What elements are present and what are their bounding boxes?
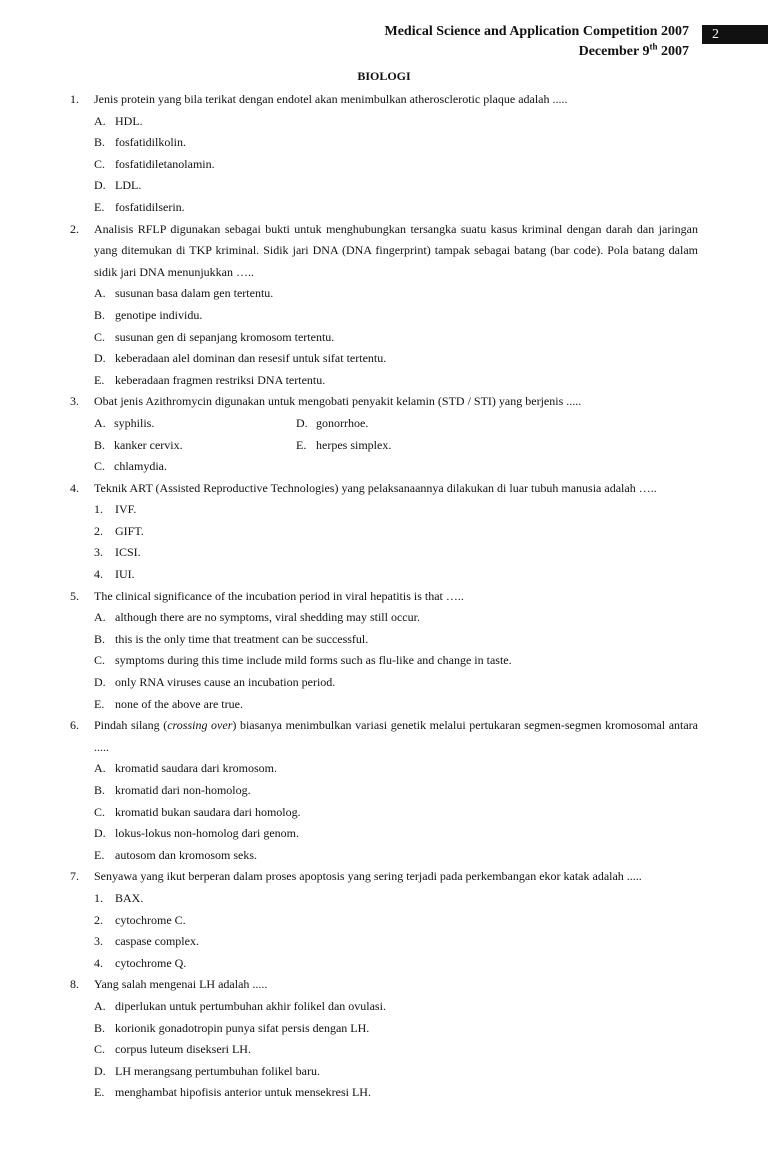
question-stem bbox=[70, 478, 698, 500]
question-number: 5. bbox=[70, 588, 79, 603]
question-text: Obat jenis Azithromycin digunakan untuk mengobati penyakit kelamin (STD / STI) yang berjenis ..... bbox=[94, 394, 582, 409]
option-text: fosfatidiletanolamin. bbox=[115, 156, 215, 171]
option-text: corpus luteum disekseri LH. bbox=[115, 1042, 251, 1057]
question-item bbox=[70, 866, 698, 974]
option-item bbox=[94, 197, 698, 219]
option-label: 2. bbox=[94, 912, 103, 927]
page-number-badge: 2 bbox=[702, 25, 768, 44]
option-label: C. bbox=[94, 329, 106, 344]
question-number: 6. bbox=[70, 718, 79, 733]
question-item bbox=[70, 391, 698, 477]
option-text: lokus-lokus non-homolog dari genom. bbox=[115, 826, 299, 841]
option-list bbox=[94, 888, 698, 974]
option-text: this is the only time that treatment can be successful. bbox=[115, 631, 369, 646]
option-item bbox=[94, 629, 698, 651]
question-stem bbox=[70, 219, 698, 284]
option-text: LDL. bbox=[115, 178, 142, 193]
question-item bbox=[70, 89, 698, 219]
option-item bbox=[94, 607, 698, 629]
option-label: 4. bbox=[94, 955, 103, 970]
option-item bbox=[94, 802, 698, 824]
question-stem bbox=[70, 715, 698, 758]
option-item bbox=[94, 435, 296, 457]
option-label: B. bbox=[94, 631, 106, 646]
option-label: D. bbox=[94, 826, 106, 841]
option-label: D. bbox=[94, 351, 106, 366]
option-list bbox=[94, 499, 698, 585]
option-list bbox=[94, 111, 698, 219]
option-label: E. bbox=[94, 199, 105, 214]
question-number: 2. bbox=[70, 221, 79, 236]
question-text: The clinical significance of the incubation period in viral hepatitis is that ….. bbox=[94, 588, 464, 603]
option-text: ICSI. bbox=[115, 545, 141, 560]
question-stem bbox=[70, 974, 698, 996]
option-item bbox=[94, 542, 698, 564]
option-text: korionik gonadotropin punya sifat persis dengan LH. bbox=[115, 1020, 370, 1035]
option-text: kanker cervix. bbox=[114, 437, 183, 452]
option-list bbox=[94, 607, 698, 715]
question-item bbox=[70, 219, 698, 392]
option-text: HDL. bbox=[115, 113, 143, 128]
option-item bbox=[296, 435, 698, 457]
option-label: D. bbox=[94, 178, 106, 193]
question-text: Jenis protein yang bila terikat dengan endotel akan menimbulkan atherosclerotic plaque adalah ..... bbox=[94, 92, 568, 106]
option-item bbox=[94, 327, 698, 349]
option-item bbox=[94, 672, 698, 694]
option-text: only RNA viruses cause an incubation period. bbox=[115, 675, 336, 690]
option-label: A. bbox=[94, 998, 106, 1013]
option-text: IVF. bbox=[115, 502, 137, 517]
option-item bbox=[94, 154, 698, 176]
option-list bbox=[94, 283, 698, 391]
question-item bbox=[70, 586, 698, 716]
option-text: fosfatidilkolin. bbox=[115, 135, 186, 150]
question-text-end: ) biasanya menimbulkan variasi genetik melalui pertukaran segmen-segmen kromosomal antara ..... bbox=[94, 718, 699, 754]
option-list bbox=[94, 996, 698, 1104]
option-label: E. bbox=[94, 372, 105, 387]
option-label: E. bbox=[296, 437, 307, 452]
option-item bbox=[94, 1061, 698, 1083]
option-item bbox=[94, 564, 698, 586]
option-text: herpes simplex. bbox=[316, 437, 392, 452]
option-item bbox=[94, 780, 698, 802]
option-item bbox=[94, 1018, 698, 1040]
option-label: E. bbox=[94, 696, 105, 711]
option-item bbox=[94, 1039, 698, 1061]
option-item bbox=[94, 758, 698, 780]
question-number: 3. bbox=[70, 394, 79, 409]
option-list bbox=[94, 758, 698, 866]
option-label: B. bbox=[94, 1020, 106, 1035]
question-text: Yang salah mengenai LH adalah ..... bbox=[94, 977, 268, 992]
option-item bbox=[94, 111, 698, 133]
option-item bbox=[94, 953, 698, 975]
option-label: A. bbox=[94, 113, 106, 128]
question-text-term: crossing over bbox=[167, 718, 233, 733]
option-label: 2. bbox=[94, 523, 103, 538]
option-text: gonorrhoe. bbox=[316, 415, 369, 430]
option-text: syphilis. bbox=[114, 415, 155, 430]
option-label: C. bbox=[94, 653, 106, 668]
question-text bbox=[94, 715, 698, 758]
competition-title: Medical Science and Application Competition 2007 bbox=[384, 24, 689, 39]
question-text-start: Pindah silang ( bbox=[94, 718, 168, 733]
option-text: kromatid dari non-homolog. bbox=[115, 783, 251, 797]
question-text: Teknik ART (Assisted Reproductive Technologies) yang pelaksanaannya dilakukan di luar tubuh manusia adalah ….. bbox=[94, 480, 657, 495]
option-text: keberadaan alel dominan dan resesif untuk sifat tertentu. bbox=[115, 351, 387, 366]
option-text: autosom dan kromosom seks. bbox=[115, 847, 257, 862]
question-text: Analisis RFLP digunakan sebagai bukti untuk menghubungkan tersangka suatu kasus kriminal dengan darah dan jaringan yang ditemukan di TKP kriminal. Sidik jari DNA (DNA fingerprint) tampak sebagai batang (bar code). Pola batang dalam sidik jari DNA menunjukkan ….. bbox=[94, 221, 698, 279]
option-label: B. bbox=[94, 307, 106, 322]
question-list bbox=[70, 89, 698, 1104]
option-label: 3. bbox=[94, 934, 103, 949]
option-text: chlamydia. bbox=[114, 459, 167, 474]
option-item bbox=[94, 996, 698, 1018]
option-label: A. bbox=[94, 286, 106, 301]
option-label: C. bbox=[94, 459, 106, 474]
option-text: genotipe individu. bbox=[115, 307, 203, 322]
option-text: menghambat hipofisis anterior untuk mensekresi LH. bbox=[115, 1085, 371, 1100]
option-label: C. bbox=[94, 156, 106, 171]
option-label: E. bbox=[94, 847, 105, 862]
option-text: fosfatidilserin. bbox=[115, 199, 185, 214]
option-item bbox=[94, 823, 698, 845]
option-item bbox=[94, 283, 698, 305]
question-stem bbox=[70, 391, 698, 413]
option-text: symptoms during this time include mild forms such as flu-like and change in taste. bbox=[115, 653, 512, 668]
option-label: E. bbox=[94, 1085, 105, 1100]
option-item bbox=[94, 370, 698, 392]
option-label: B. bbox=[94, 783, 106, 797]
option-label: D. bbox=[94, 675, 106, 690]
option-label: C. bbox=[94, 804, 106, 819]
option-item bbox=[94, 521, 698, 543]
option-label: D. bbox=[94, 1063, 106, 1078]
option-text: IUI. bbox=[115, 567, 135, 582]
question-number: 4. bbox=[70, 480, 79, 495]
option-item bbox=[94, 132, 698, 154]
question-number: 7. bbox=[70, 869, 79, 884]
option-text: susunan basa dalam gen tertentu. bbox=[115, 286, 274, 301]
question-stem bbox=[70, 89, 698, 111]
option-item bbox=[94, 694, 698, 716]
option-text: susunan gen di sepanjang kromosom tertentu. bbox=[115, 329, 335, 344]
question-number: 8. bbox=[70, 977, 79, 992]
option-text: diperlukan untuk pertumbuhan akhir folikel dan ovulasi. bbox=[115, 998, 386, 1013]
option-grid bbox=[94, 413, 698, 478]
option-label: D. bbox=[296, 415, 308, 430]
option-item bbox=[94, 650, 698, 672]
question-number: 1. bbox=[70, 92, 79, 106]
option-label: C. bbox=[94, 1042, 106, 1057]
option-item bbox=[94, 845, 698, 867]
option-label: 1. bbox=[94, 890, 103, 905]
option-item bbox=[94, 175, 698, 197]
option-text: cytochrome Q. bbox=[115, 955, 187, 970]
option-label: 1. bbox=[94, 502, 103, 517]
option-text: kromatid bukan saudara dari homolog. bbox=[115, 804, 301, 819]
document-header bbox=[385, 22, 690, 62]
option-label: A. bbox=[94, 610, 106, 625]
option-item bbox=[94, 888, 698, 910]
option-item bbox=[94, 413, 296, 435]
question-stem bbox=[70, 866, 698, 888]
option-item bbox=[94, 931, 698, 953]
option-label: 4. bbox=[94, 567, 103, 582]
option-text: caspase complex. bbox=[115, 934, 199, 949]
option-item bbox=[94, 910, 698, 932]
option-text: cytochrome C. bbox=[115, 912, 186, 927]
question-item bbox=[70, 478, 698, 586]
option-item bbox=[94, 499, 698, 521]
section-title: BIOLOGI bbox=[357, 69, 411, 83]
option-text: LH merangsang pertumbuhan folikel baru. bbox=[115, 1063, 320, 1078]
option-text: kromatid saudara dari kromosom. bbox=[115, 761, 277, 776]
option-label: 3. bbox=[94, 545, 103, 560]
question-item bbox=[70, 974, 698, 1104]
question-stem bbox=[70, 586, 698, 608]
option-text: BAX. bbox=[115, 890, 144, 905]
option-item bbox=[94, 1082, 698, 1104]
option-text: none of the above are true. bbox=[115, 696, 243, 711]
competition-date: December 9th 2007 bbox=[578, 41, 689, 59]
option-label: A. bbox=[94, 415, 106, 430]
question-item bbox=[70, 715, 698, 866]
option-item bbox=[94, 456, 296, 478]
option-label: B. bbox=[94, 437, 106, 452]
option-text: although there are no symptoms, viral shedding may still occur. bbox=[115, 610, 420, 625]
option-label: B. bbox=[94, 135, 106, 150]
option-item bbox=[94, 348, 698, 370]
option-item bbox=[296, 413, 698, 435]
option-item bbox=[94, 305, 698, 327]
option-text: GIFT. bbox=[115, 523, 144, 538]
question-text: Senyawa yang ikut berperan dalam proses apoptosis yang sering terjadi pada perkembangan ekor katak adalah ..... bbox=[94, 869, 642, 884]
option-label: A. bbox=[94, 761, 106, 776]
option-text: keberadaan fragmen restriksi DNA tertentu. bbox=[115, 372, 326, 387]
